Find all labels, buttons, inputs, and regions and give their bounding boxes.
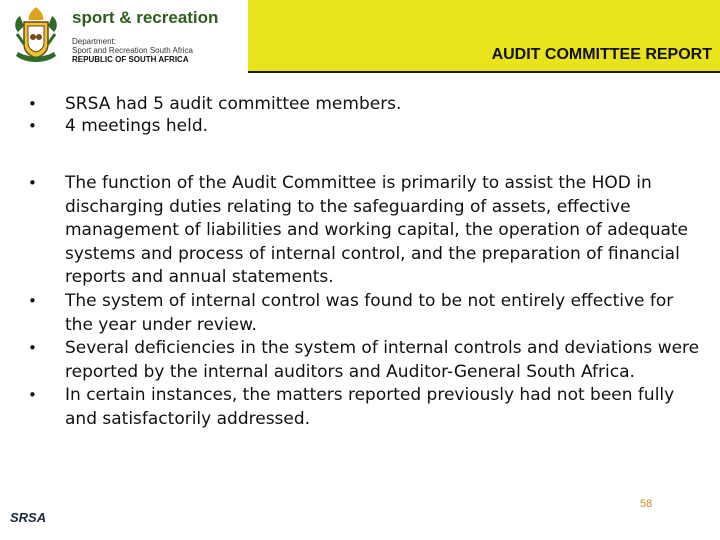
header-rule [248, 71, 720, 73]
slide-title: AUDIT COMMITTEE REPORT [491, 46, 712, 63]
detail-point: • Several deficiencies in the system of internal controls and deviations were reported by the internal auditors and Auditor-General South Africa. [28, 337, 700, 384]
slide-header [0, 0, 720, 72]
footer-srsa-mark: SRSA [10, 510, 47, 525]
summary-list [28, 93, 700, 137]
coat-of-arms-icon [8, 4, 64, 66]
summary-point: • SRSA had 5 audit committee members. [28, 93, 700, 115]
detail-point: • The function of the Audit Committee is primarily to assist the HOD in discharging duties relating to the safeguarding of assets, effective management of liabilities and working capital, the operation of adequate systems and process of internal control, and the preparation of financial reports and annual statements. [28, 172, 700, 290]
department-name: Sport and Recreation South Africa [72, 46, 193, 55]
detail-point: • In certain instances, the matters reported previously had not been fully and satisfactorily addressed. [28, 384, 700, 431]
detail-point: • The system of internal control was found to be not entirely effective for the year under review. [28, 290, 700, 337]
page-number: 58 [640, 498, 653, 510]
department-logo [0, 0, 248, 72]
country-name: REPUBLIC OF SOUTH AFRICA [72, 55, 189, 64]
brand-title: sport & recreation [72, 8, 219, 27]
detail-list [28, 172, 700, 432]
summary-point: • 4 meetings held. [28, 115, 700, 137]
department-label: Department: [72, 37, 117, 46]
